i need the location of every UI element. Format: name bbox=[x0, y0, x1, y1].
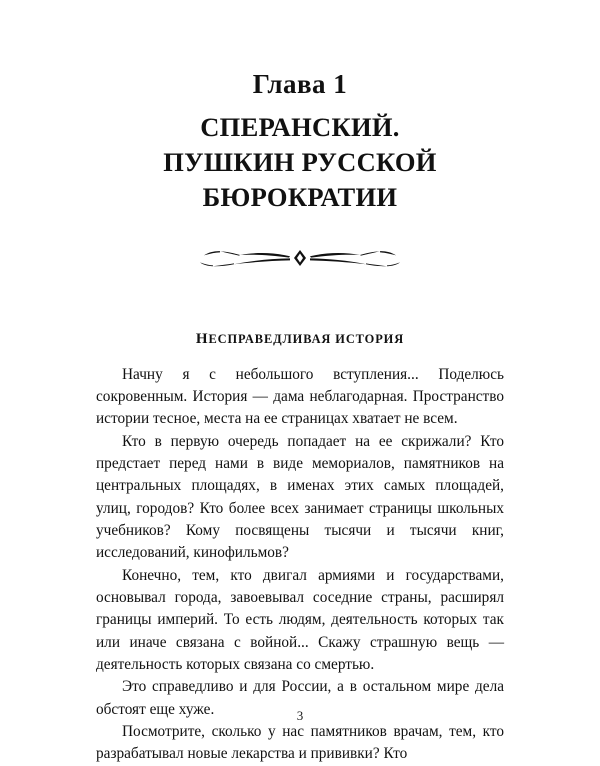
chapter-title-line-1: СПЕРАНСКИЙ. bbox=[200, 111, 400, 142]
chapter-title bbox=[96, 110, 504, 215]
page-number: 3 bbox=[296, 708, 304, 723]
chapter-title-line-3: БЮРОКРАТИИ bbox=[202, 181, 398, 212]
chapter-title-line-2: ПУШКИН РУССКОЙ bbox=[163, 146, 437, 177]
paragraph: Это справедливо и для России, а в остальном мире дела обстоят еще хуже. bbox=[96, 678, 504, 718]
paragraph: Начну я с небольшого вступления... Поделюсь сокровенным. История — дама неблагодарная. Пространство истории тесное, места на ее страницах хватает не всем. bbox=[96, 365, 504, 428]
chapter-number: Глава 1 bbox=[252, 69, 348, 99]
section-label-rest: ЕСПРАВЕДЛИВАЯ ИСТОРИЯ bbox=[208, 331, 405, 346]
chapter-header bbox=[96, 0, 504, 215]
paragraph: Конечно, тем, кто двигал армиями и государствами, основывал города, завоевывал соседние страны, расширял границы империй. То есть людям, деятельность которых так или иначе связана с войной... Скажу страшную вещь — деятельность которых связана со смертью. bbox=[96, 566, 504, 673]
section-label bbox=[96, 331, 504, 348]
paragraph: Кто в первую очередь попадает на ее скрижали? Кто предстает перед нами в виде мемориалов, памятников на центральных площадях, в именах этих самых площадей, улиц, городов? Кто более всех занимает страницы школьных учебников? Кому посвящены тысячи и тысячи книг, исследований, кинофильмов? bbox=[96, 432, 504, 562]
paragraph: Посмотрите, сколько у нас памятников врачам, тем, кто разрабатывал новые лекарства и прививки? Кто bbox=[96, 722, 504, 763]
flourish-icon bbox=[194, 243, 406, 273]
body-text bbox=[96, 331, 504, 766]
ornament-divider bbox=[96, 241, 504, 275]
section-label-initial: Н bbox=[195, 330, 209, 347]
